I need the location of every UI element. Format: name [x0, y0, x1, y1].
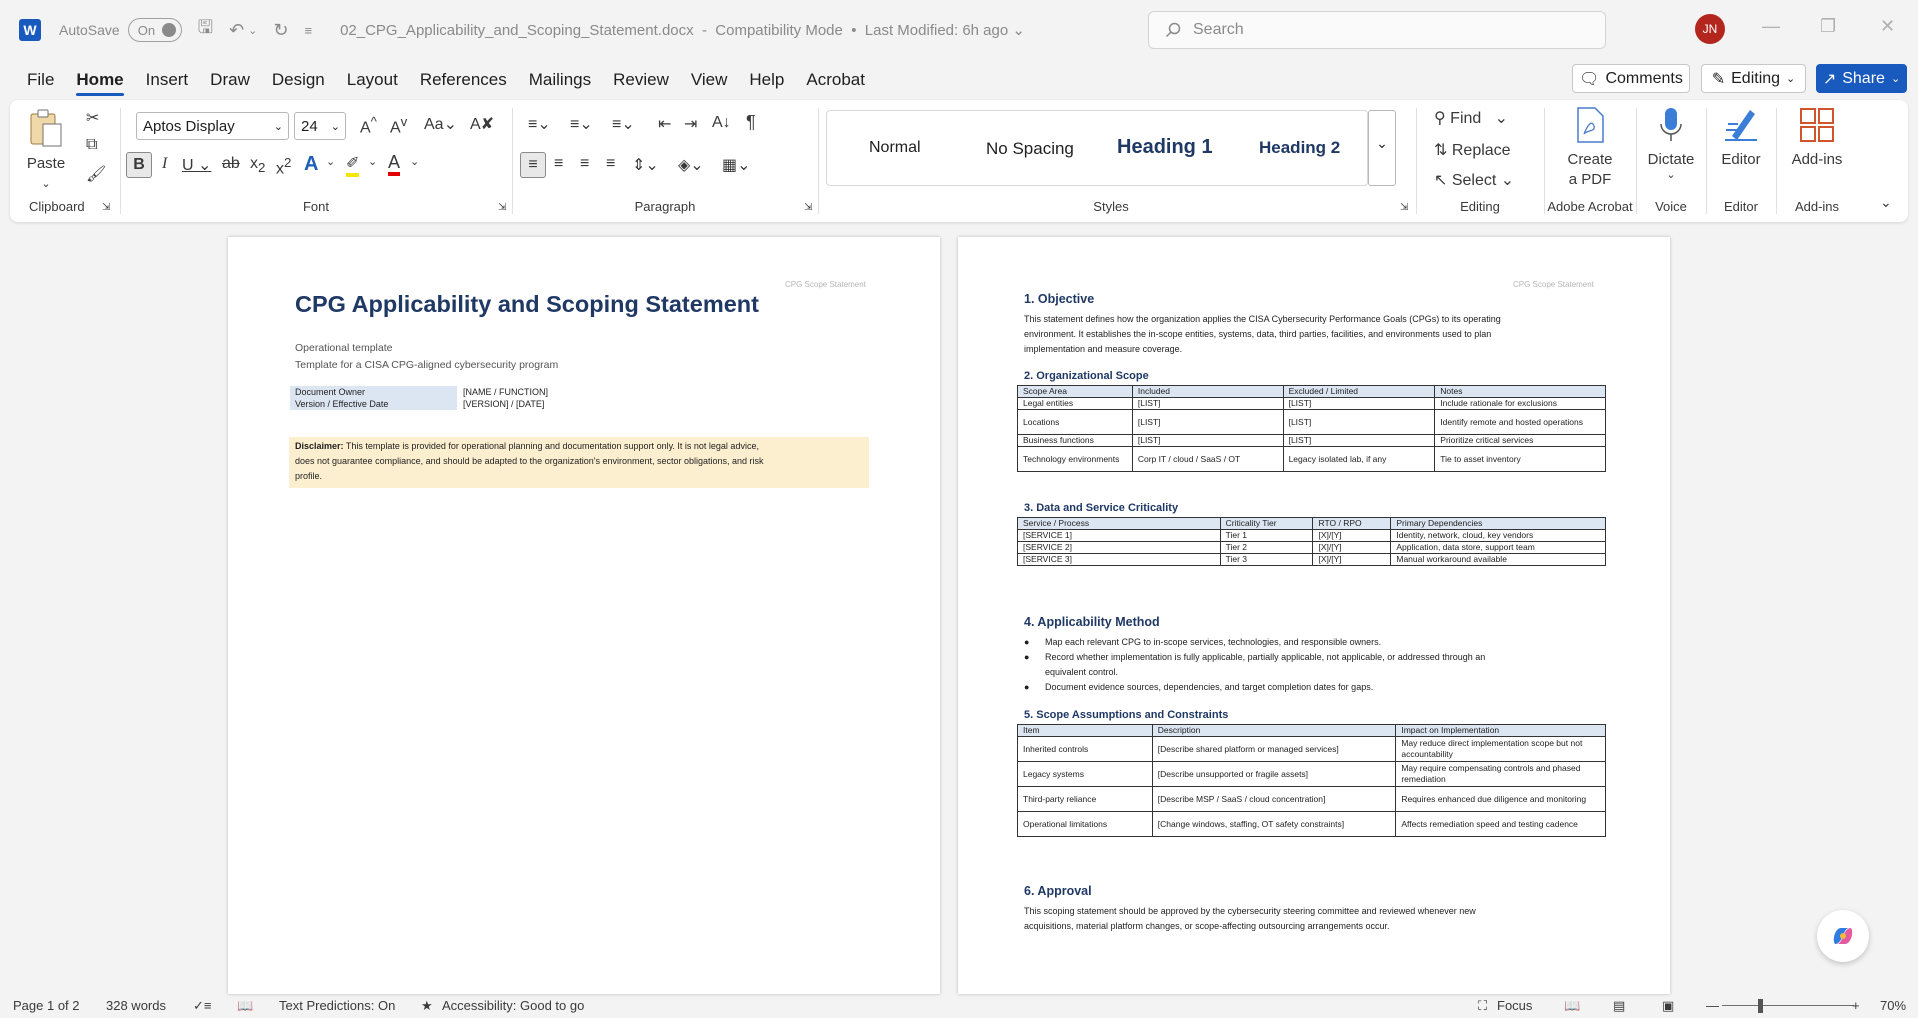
zoom-out-icon[interactable]: — [1706, 998, 1719, 1013]
replace-label: Replace [1451, 142, 1511, 159]
table-cell: [Describe shared platform or managed services] [1152, 737, 1396, 762]
dialog-launcher-icon[interactable]: ⇲ [498, 202, 507, 213]
search-placeholder: Search [1193, 21, 1244, 38]
ribbon [10, 100, 1908, 222]
copilot-button[interactable] [1817, 910, 1869, 962]
web-layout-icon[interactable]: ▣ [1662, 998, 1675, 1013]
copilot-icon [1829, 922, 1857, 950]
style-heading-2[interactable]: Heading 2 [1259, 138, 1341, 157]
table-cell: [Change windows, staffing, OT safety constraints] [1152, 812, 1396, 837]
disclaimer-box [289, 437, 869, 488]
increase-indent-icon[interactable]: ⇥ [684, 116, 698, 133]
document-title[interactable]: 02_CPG_Applicability_and_Scoping_Statement.docx - Compatibility Mode • Last Modified: 6h ago ⌄ [340, 22, 1025, 39]
chevron-down-icon[interactable]: ⌄ [410, 156, 420, 168]
table-cell: May require compensating controls and phased remediation [1396, 762, 1606, 787]
editor-button[interactable] [1710, 106, 1772, 170]
table-row [1018, 737, 1606, 762]
table-cell: Version / Effective Date [290, 398, 457, 410]
tab-mailings[interactable]: Mailings [528, 70, 592, 89]
status-bar [0, 994, 1918, 1018]
table-cell: Technology environments [1018, 447, 1133, 472]
maximize-icon[interactable]: ❐ [1820, 16, 1837, 36]
zoom-slider[interactable] [1722, 1005, 1854, 1006]
tab-insert[interactable]: Insert [145, 70, 189, 89]
numbering-icon[interactable]: ≡⌄ [570, 116, 593, 133]
table-row [1018, 447, 1606, 472]
font-label: Font [302, 199, 329, 214]
italic-button[interactable]: I [162, 155, 168, 172]
text-predictions[interactable]: Text Predictions: On [279, 998, 396, 1013]
pencil-icon: ✎ [1711, 70, 1726, 88]
align-center-icon[interactable]: ≡ [554, 155, 564, 172]
list-item-text: Record whether implementation is fully applicable, partially applicable, not applicable, or addressed through an [1045, 652, 1486, 662]
voice-label: Voice [1655, 199, 1687, 214]
tab-references[interactable]: References [419, 70, 507, 89]
table-cell: Locations [1018, 410, 1133, 435]
table-cell: May reduce direct implementation scope but not accountability [1396, 737, 1606, 762]
editor-group [1706, 100, 1776, 222]
disclaimer-text: profile. [295, 471, 323, 481]
strikethrough-button[interactable]: ab [222, 155, 240, 172]
method-bullets [1024, 635, 1624, 695]
paragraph-group [512, 100, 818, 222]
proofing-icon[interactable]: ✓≡ [193, 998, 212, 1013]
table-row [1018, 542, 1606, 554]
page-count[interactable]: Page 1 of 2 [13, 998, 80, 1013]
superscript-button[interactable]: $x^2$ [276, 155, 292, 178]
collapse-ribbon-icon[interactable]: ⌄ [1880, 194, 1892, 210]
editing-label: Editing [1460, 199, 1500, 214]
table-cell: Manual workaround available [1391, 554, 1606, 566]
editor-label: Editor [1724, 199, 1758, 214]
multilevel-list-icon[interactable]: ≡⌄ [612, 116, 635, 133]
section-heading: 4. Applicability Method [1024, 615, 1160, 629]
minimize-icon[interactable]: — [1762, 16, 1780, 36]
style-no-spacing[interactable]: No Spacing [986, 139, 1074, 158]
paragraph-line: This statement defines how the organization applies the CISA Cybersecurity Performance Goals (CPGs) to its operating [1024, 314, 1501, 324]
table-cell: Primary Dependencies [1391, 518, 1606, 530]
page-header: CPG Scope Statement [1513, 280, 1594, 289]
clipboard-group [10, 100, 120, 222]
table-cell: Third-party reliance [1018, 787, 1153, 812]
list-item [1024, 680, 1624, 695]
align-left-button[interactable]: ≡ [520, 152, 546, 178]
table-cell: [NAME / FUNCTION] [463, 386, 548, 397]
table-cell: Description [1152, 725, 1396, 737]
word-count[interactable]: 328 words [106, 998, 166, 1013]
avatar[interactable]: JN [1695, 14, 1725, 44]
align-right-icon[interactable]: ≡ [580, 155, 590, 172]
styles-more-button[interactable]: ⌄ [1368, 110, 1396, 186]
list-item-text: Map each relevant CPG to in-scope services, technologies, and responsible owners. [1045, 637, 1382, 647]
addins-label: Add-ins [1794, 199, 1840, 214]
tab-view[interactable]: View [690, 70, 728, 89]
share-label: Share [1842, 69, 1885, 87]
bullet-icon: ● [1024, 637, 1030, 647]
shading-icon[interactable]: ◈⌄ [678, 157, 704, 174]
chevron-down-icon: ⌄ [273, 120, 283, 133]
paragraph-line: implementation and measure coverage. [1024, 344, 1183, 354]
save-icon[interactable]: 🖫 [197, 17, 214, 37]
chevron-down-icon: ⌄ [41, 178, 51, 190]
borders-icon[interactable]: ▦⌄ [722, 157, 751, 174]
table-cell: Notes [1435, 386, 1606, 398]
styles-label: Styles [1093, 199, 1129, 214]
chevron-down-icon: ⌄ [1786, 73, 1796, 85]
table-cell: Legacy systems [1018, 762, 1153, 787]
compat-mode: Compatibility Mode [715, 22, 843, 39]
cursor-icon: ↖ [1434, 172, 1448, 189]
font-color-icon[interactable]: A [388, 152, 400, 176]
paragraph-line: environment. It establishes the in-scope entities, systems, data, third parties, facilities, and environments used to plan [1024, 329, 1492, 339]
table-cell: [VERSION] / [DATE] [463, 398, 545, 409]
paste-button[interactable] [24, 108, 68, 194]
autosave-state: On [137, 22, 156, 38]
table-row [1018, 812, 1606, 837]
paragraph-line: acquisitions, material platform changes, or scope-affecting outsourcing arrangements occur. [1024, 921, 1390, 931]
read-mode-icon[interactable]: 📖 [1564, 998, 1581, 1013]
table-row [1018, 398, 1606, 410]
focus-icon[interactable]: ⛶ [1478, 998, 1488, 1013]
search-box[interactable] [1148, 11, 1606, 49]
show-formatting-icon[interactable]: ¶ [746, 112, 756, 132]
paragraph-line: This scoping statement should be approved by the cybersecurity steering committee and reviewed whenever new [1024, 906, 1476, 916]
format-painter-icon[interactable]: 🖌 [86, 166, 107, 183]
grow-font-icon[interactable]: A^ [360, 114, 377, 137]
close-icon[interactable]: ✕ [1880, 16, 1896, 36]
autosave-label: AutoSave [59, 22, 120, 38]
disclaimer-text: This template is provided for operational planning and documentation support only. It is not legal advice, [343, 441, 759, 451]
tab-layout[interactable]: Layout [346, 70, 398, 89]
search-icon [1165, 22, 1181, 38]
table-cell: Include rationale for exclusions [1435, 398, 1606, 410]
accessibility-status[interactable]: Accessibility: Good to go [442, 998, 585, 1013]
tab-home[interactable]: Home [65, 60, 134, 100]
word-logo-icon: W [19, 19, 41, 41]
addins-text: Add-ins [1791, 151, 1843, 168]
section-heading: 2. Organizational Scope [1024, 370, 1149, 382]
table-cell: Application, data store, support team [1391, 542, 1606, 554]
approval-paragraph [1024, 904, 1624, 934]
table-cell: Criticality Tier [1220, 518, 1313, 530]
voice-group [1636, 100, 1706, 222]
text-effects-icon[interactable]: A [304, 153, 319, 175]
table-cell: Included [1132, 386, 1283, 398]
font-size: 24 [301, 117, 318, 135]
customize-toolbar-icon[interactable]: ≡ [304, 22, 313, 38]
addins-button[interactable] [1782, 106, 1852, 170]
find-icon: ⚲ [1434, 110, 1446, 127]
copy-icon[interactable]: ⧉ [86, 136, 98, 153]
change-case-icon[interactable]: Aa⌄ [424, 116, 457, 133]
table-cell: Operational limitations [1018, 812, 1153, 837]
table-cell: Requires enhanced due diligence and monitoring [1396, 787, 1606, 812]
table-row [1018, 762, 1606, 787]
dialog-launcher-icon[interactable]: ⇲ [804, 202, 813, 213]
justify-icon[interactable]: ≡ [606, 155, 616, 172]
underline-button[interactable]: U ⌄ [182, 157, 212, 174]
replace-icon: ⇅ [1434, 142, 1448, 159]
table-cell: Tier 2 [1220, 542, 1313, 554]
undo-dropdown-icon[interactable]: ⌄ [248, 24, 258, 37]
style-heading-1[interactable]: Heading 1 [1117, 136, 1213, 158]
create-label-2: a PDF [1568, 171, 1612, 188]
addins-grid-icon [1798, 106, 1836, 144]
table-cell: Tie to asset inventory [1435, 447, 1606, 472]
find-button[interactable]: ⚲ Find ⌄ [1434, 110, 1509, 127]
table-cell: [SERVICE 2] [1018, 542, 1221, 554]
table-cell: [Describe unsupported or fragile assets] [1152, 762, 1396, 787]
subtitle-2: Template for a CISA CPG-aligned cybersecurity program [295, 359, 559, 371]
doc-filename: 02_CPG_Applicability_and_Scoping_Statement.docx [340, 22, 694, 39]
list-item-text: equivalent control. [1045, 667, 1119, 677]
bullet-icon: ● [1024, 682, 1030, 692]
section-heading: 1. Objective [1024, 292, 1095, 306]
table-cell: Scope Area [1018, 386, 1133, 398]
table-row [1018, 435, 1606, 447]
table-cell: [LIST] [1132, 398, 1283, 410]
clear-formatting-icon[interactable]: A✘ [470, 116, 495, 133]
meta-table [290, 386, 627, 410]
chevron-down-icon: ⌄ [1890, 73, 1901, 85]
tab-help[interactable]: Help [749, 70, 785, 89]
font-name: Aptos Display [143, 117, 235, 135]
select-label: Select [1451, 172, 1497, 189]
table-cell: [LIST] [1283, 398, 1435, 410]
list-item-text: Document evidence sources, dependencies, and target completion dates for gaps. [1045, 682, 1374, 692]
table-row [1018, 554, 1606, 566]
font-group [120, 100, 512, 222]
page-2[interactable] [958, 237, 1670, 994]
table-row [290, 398, 627, 410]
table-cell: Affects remediation speed and testing cadence [1396, 812, 1606, 837]
editor-text: Editor [1721, 151, 1761, 168]
focus-label[interactable]: Focus [1497, 998, 1533, 1013]
table-cell: Identity, network, cloud, key vendors [1391, 530, 1606, 542]
list-item [1024, 635, 1624, 650]
zoom-slider-thumb[interactable] [1758, 999, 1763, 1013]
bullets-icon[interactable]: ≡⌄ [528, 116, 551, 133]
table-cell: Tier 3 [1220, 554, 1313, 566]
zoom-in-icon[interactable]: + [1852, 998, 1860, 1013]
print-layout-icon[interactable]: ▤ [1613, 998, 1626, 1013]
find-label: Find [1450, 110, 1482, 127]
addins-group [1776, 100, 1858, 222]
comments-button[interactable] [1572, 64, 1690, 93]
sort-icon[interactable]: A↓ [712, 114, 731, 131]
table-cell: [X]/[Y] [1313, 542, 1391, 554]
table-cell: [LIST] [1283, 410, 1435, 435]
table-cell: Legal entities [1018, 398, 1133, 410]
editing-label: Editing [1731, 69, 1781, 87]
table-cell: [LIST] [1132, 435, 1283, 447]
subtitle: Operational template [295, 342, 393, 354]
table-cell: Corp IT / cloud / SaaS / OT [1132, 447, 1283, 472]
select-button[interactable]: ↖ Select ⌄ [1434, 172, 1515, 189]
table-cell: Item [1018, 725, 1153, 737]
highlight-icon[interactable]: ✐ [346, 153, 359, 177]
table-row [290, 386, 627, 398]
table-header-row [1018, 386, 1606, 398]
chevron-down-icon: ⌄ [1666, 169, 1676, 181]
table-cell: Service / Process [1018, 518, 1221, 530]
chevron-down-icon[interactable]: ⌄ [368, 156, 378, 168]
paragraph-label: Paragraph [634, 199, 696, 214]
microphone-icon [1657, 106, 1685, 144]
create-pdf-button[interactable] [1554, 106, 1626, 190]
list-item [1024, 650, 1624, 665]
dialog-launcher-icon[interactable]: ⇲ [1400, 202, 1409, 213]
dictate-button[interactable] [1640, 106, 1702, 180]
table-header-row [1018, 518, 1606, 530]
table-cell: [X]/[Y] [1313, 530, 1391, 542]
autosave-toggle[interactable] [128, 18, 182, 42]
table-cell: Identify remote and hosted operations [1435, 410, 1606, 435]
undo-icon[interactable]: ↶ [229, 19, 245, 40]
editing-mode-button[interactable] [1701, 64, 1806, 93]
table-cell: [Describe MSP / SaaS / cloud concentration] [1152, 787, 1396, 812]
redo-icon[interactable]: ↻ [273, 19, 289, 40]
decrease-indent-icon[interactable]: ⇤ [658, 116, 672, 133]
table-row [1018, 410, 1606, 435]
font-size-select[interactable] [294, 112, 346, 140]
section-heading: 5. Scope Assumptions and Constraints [1024, 709, 1229, 721]
table-cell: Inherited controls [1018, 737, 1153, 762]
disclaimer-text: does not guarantee compliance, and should be adapted to the organization's environment, sector obligations, and risk [295, 456, 764, 466]
assumptions-table [1017, 724, 1606, 837]
table-cell: Document Owner [290, 386, 457, 398]
comments-label: Comments [1605, 69, 1683, 87]
styles-gallery [826, 110, 1368, 186]
tab-design[interactable]: Design [271, 70, 325, 89]
title-bar [0, 0, 1918, 60]
table-cell: [X]/[Y] [1313, 554, 1391, 566]
paste-icon [28, 108, 64, 148]
table-cell: [SERVICE 3] [1018, 554, 1221, 566]
editor-pen-icon [1722, 106, 1760, 144]
divider [818, 108, 819, 214]
share-icon: ↗ [1822, 70, 1837, 88]
pdf-icon [1573, 106, 1607, 144]
bold-button[interactable]: B [126, 152, 152, 178]
line-spacing-icon[interactable]: ⇕⌄ [632, 157, 659, 174]
paste-label: Paste [26, 155, 66, 172]
table-cell: Prioritize critical services [1435, 435, 1606, 447]
dictate-label: Dictate [1647, 151, 1695, 168]
table-cell: [LIST] [1132, 410, 1283, 435]
table-cell: Impact on Implementation [1396, 725, 1606, 737]
table-cell: [LIST] [1283, 435, 1435, 447]
page-header: CPG Scope Statement [785, 280, 866, 289]
table-cell: Tier 1 [1220, 530, 1313, 542]
criticality-table [1017, 517, 1606, 566]
tab-acrobat[interactable]: Acrobat [806, 70, 865, 89]
subscript-button[interactable]: $x_2$ [250, 155, 266, 176]
last-modified: Last Modified: 6h ago [864, 22, 1009, 39]
page-1[interactable] [228, 237, 940, 994]
tab-review[interactable]: Review [613, 70, 669, 89]
book-icon[interactable]: 📖 [237, 998, 254, 1013]
accessibility-icon: ★ [421, 998, 433, 1013]
replace-button[interactable] [1434, 140, 1511, 160]
comment-icon: 🗨 [1579, 70, 1600, 88]
acrobat-group [1544, 100, 1636, 222]
style-normal[interactable]: Normal [869, 139, 921, 156]
chevron-down-icon[interactable]: ⌄ [326, 156, 336, 168]
chevron-down-icon: ⌄ [330, 120, 340, 133]
table-cell: Business functions [1018, 435, 1133, 447]
bullet-icon: ● [1024, 652, 1030, 662]
create-label: Create [1567, 151, 1613, 168]
scope-table [1017, 385, 1606, 472]
disclaimer-label: Disclaimer: [295, 441, 344, 451]
tab-draw[interactable]: Draw [210, 70, 250, 89]
shrink-font-icon[interactable]: $A^v$ [390, 114, 408, 137]
table-cell: [SERVICE 1] [1018, 530, 1221, 542]
zoom-level[interactable]: 70% [1880, 998, 1907, 1013]
objective-paragraph [1024, 312, 1624, 357]
dialog-launcher-icon[interactable]: ⇲ [102, 202, 111, 213]
table-cell: Excluded / Limited [1283, 386, 1435, 398]
table-row [1018, 787, 1606, 812]
table-cell: RTO / RPO [1313, 518, 1391, 530]
table-row [1018, 530, 1606, 542]
table-header-row [1018, 725, 1606, 737]
document-title-heading: CPG Applicability and Scoping Statement [295, 291, 759, 317]
font-name-select[interactable] [136, 112, 289, 140]
clipboard-label: Clipboard [29, 199, 85, 214]
toggle-knob [162, 23, 176, 37]
tab-file[interactable]: File [27, 70, 55, 89]
cut-icon[interactable]: ✂ [86, 110, 100, 127]
share-button[interactable] [1816, 64, 1907, 93]
editing-group [1416, 100, 1544, 222]
section-heading: 6. Approval [1024, 884, 1092, 898]
section-heading: 3. Data and Service Criticality [1024, 502, 1179, 514]
table-cell: Legacy isolated lab, if any [1283, 447, 1435, 472]
acrobat-label: Adobe Acrobat [1547, 199, 1633, 214]
